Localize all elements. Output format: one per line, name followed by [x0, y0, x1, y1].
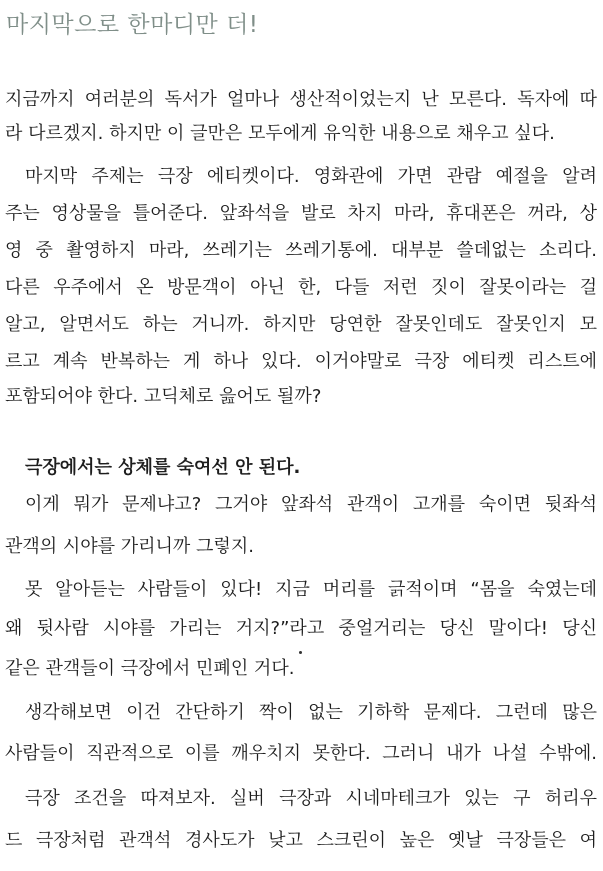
paragraph-line: 알고, 알면서도 하는 거니까. 하지만 당연한 잘못인데도 잘못인지 모 — [5, 314, 597, 335]
paragraph-line: 다른 우주에서 온 방문객이 아닌 한, 다들 저런 짓이 잘못이라는 걸 — [5, 277, 597, 298]
paragraph-line: 주는 영상물을 틀어준다. 앞좌석을 발로 차지 마라, 휴대폰은 꺼라, 상 — [5, 203, 597, 224]
paragraph-line: 생각해보면 이건 간단하기 짝이 없는 기하학 문제다. 그런데 많은 — [25, 702, 597, 723]
paragraph-line: 사람들이 직관적으로 이를 깨우치지 못한다. 그러니 내가 나설 수밖에. — [5, 743, 597, 764]
section-title: 마지막으로 한마디만 더! — [6, 12, 259, 38]
paragraph-line: 르고 계속 반복하는 게 하나 있다. 이거야말로 극장 에티켓 리스트에 — [5, 351, 597, 372]
paragraph-line: 지금까지 여러분의 독서가 얼마나 생산적이었는지 난 모른다. 독자에 따 — [5, 89, 597, 110]
paragraph-line: 포함되어야 한다. 고딕체로 읊어도 될까? — [5, 386, 322, 407]
emphasis-line: 극장에서는 상체를 숙여선 안 된다. — [25, 457, 301, 478]
paragraph-line: 마지막 주제는 극장 에티켓이다. 영화관에 가면 관람 예절을 알려 — [25, 166, 597, 187]
print-speck — [299, 651, 302, 654]
paragraph-line: 영 중 촬영하지 마라, 쓰레기는 쓰레기통에. 대부분 쓸데없는 소리다. — [5, 240, 597, 261]
paragraph-line: 왜 뒷사람 시야를 가리는 거지?”라고 중얼거리는 당신 말이다! 당신 — [5, 618, 597, 639]
paragraph-line: 관객의 시야를 가리니까 그렇지. — [5, 536, 254, 557]
paragraph-line: 못 알아듣는 사람들이 있다! 지금 머리를 긁적이며 “몸을 숙였는데 — [25, 579, 597, 600]
paragraph-line: 라 다르겠지. 하지만 이 글만은 모두에게 유익한 내용으로 채우고 싶다. — [5, 123, 555, 144]
paragraph-line: 같은 관객들이 극장에서 민폐인 거다. — [5, 658, 295, 679]
paragraph-line: 극장 조건을 따져보자. 실버 극장과 시네마테크가 있는 구 허리우 — [25, 788, 597, 809]
paragraph-line: 드 극장처럼 관객석 경사도가 낮고 스크린이 높은 옛날 극장들은 여 — [5, 830, 597, 851]
paragraph-line: 이게 뭐가 문제냐고? 그거야 앞좌석 관객이 고개를 숙이면 뒷좌석 — [25, 494, 597, 515]
